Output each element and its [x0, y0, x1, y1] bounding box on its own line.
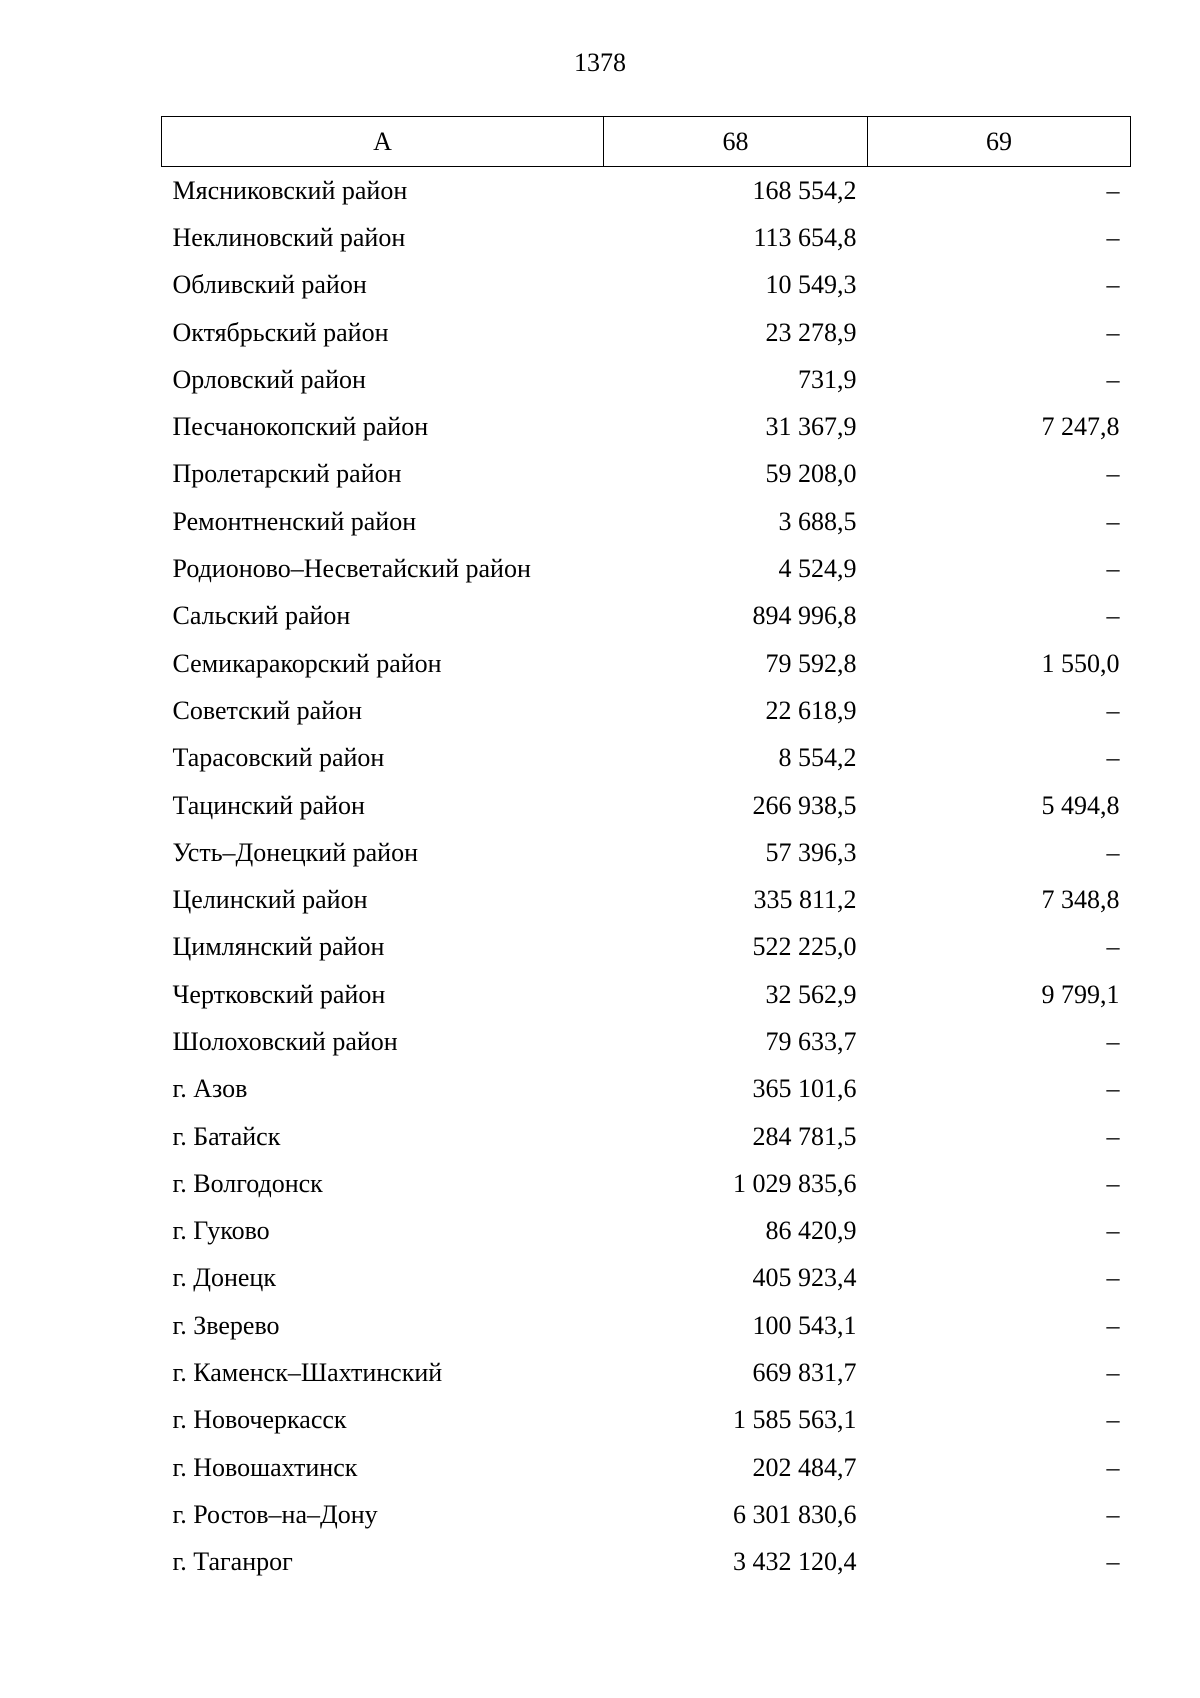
header-col-a: А: [162, 117, 604, 167]
table-row: [162, 1018, 1131, 1065]
row-value-68: 894 996,8: [752, 601, 857, 631]
table-row: [162, 1349, 1131, 1396]
row-name: Октябрьский район: [172, 317, 389, 347]
table-row: [162, 309, 1131, 356]
row-value-68: 3 432 120,4: [733, 1547, 857, 1577]
row-value-68: 168 554,2: [752, 175, 857, 205]
row-value-69: 9 799,1: [1041, 979, 1120, 1009]
table-row: [162, 214, 1131, 261]
row-name: Семикаракорский район: [172, 648, 442, 678]
row-name: Орловский район: [172, 364, 366, 394]
table-row: [162, 262, 1131, 309]
row-value-68: 10 549,3: [765, 270, 857, 300]
row-value-69: –: [1106, 175, 1120, 205]
row-value-68: 202 484,7: [752, 1452, 857, 1482]
row-value-69: –: [1106, 1168, 1120, 1198]
row-value-68: 32 562,9: [765, 979, 857, 1009]
row-value-68: 522 225,0: [752, 932, 857, 962]
row-value-68: 59 208,0: [765, 459, 857, 489]
table-row: [162, 1302, 1131, 1349]
table-row: [162, 1255, 1131, 1302]
table-row: [162, 1539, 1131, 1586]
row-value-68: 79 633,7: [765, 1026, 857, 1056]
row-value-69: –: [1106, 1026, 1120, 1056]
table-row: [162, 167, 1131, 215]
row-value-68: 1 585 563,1: [733, 1405, 857, 1435]
row-value-69: –: [1106, 459, 1120, 489]
row-name: Обливский район: [172, 270, 367, 300]
row-name: Песчанокопский район: [172, 412, 429, 442]
row-value-69: –: [1106, 1358, 1120, 1388]
table-row: [162, 876, 1131, 923]
row-value-68: 4 524,9: [778, 554, 857, 584]
row-name: г. Новочеркасск: [172, 1405, 347, 1435]
row-value-69: –: [1106, 837, 1120, 867]
table-row: [162, 1208, 1131, 1255]
row-name: г. Новошахтинск: [172, 1452, 358, 1482]
row-name: Ремонтненский район: [172, 506, 417, 536]
row-value-68: 405 923,4: [752, 1263, 857, 1293]
row-value-69: –: [1106, 601, 1120, 631]
row-name: Неклиновский район: [172, 222, 406, 252]
row-value-69: 1 550,0: [1041, 648, 1120, 678]
row-value-69: –: [1106, 554, 1120, 584]
row-name: г. Волгодонск: [172, 1168, 323, 1198]
row-name: Сальский район: [172, 601, 351, 631]
page-number: 1378: [574, 48, 626, 77]
row-value-69: –: [1106, 1121, 1120, 1151]
row-value-69: –: [1106, 1074, 1120, 1104]
row-value-69: –: [1106, 743, 1120, 773]
row-value-69: –: [1106, 364, 1120, 394]
row-value-69: 7 348,8: [1041, 885, 1120, 915]
row-value-68: 284 781,5: [752, 1121, 857, 1151]
table-row: [162, 782, 1131, 829]
row-name: г. Зверево: [172, 1310, 280, 1340]
row-name: Пролетарский район: [172, 459, 402, 489]
row-name: Цимлянский район: [172, 932, 385, 962]
row-value-68: 23 278,9: [765, 317, 857, 347]
row-value-69: –: [1106, 1499, 1120, 1529]
table-row: [162, 545, 1131, 592]
table-header: [162, 117, 1131, 167]
row-value-69: –: [1106, 932, 1120, 962]
row-value-68: 57 396,3: [765, 837, 857, 867]
table-row: [162, 1113, 1131, 1160]
row-value-69: 5 494,8: [1041, 790, 1120, 820]
table-row: [162, 498, 1131, 545]
table-row: [162, 1160, 1131, 1207]
table-row: [162, 735, 1131, 782]
row-value-68: 113 654,8: [753, 222, 857, 252]
table-row: [162, 1491, 1131, 1538]
row-value-68: 79 592,8: [765, 648, 857, 678]
row-name: г. Гуково: [172, 1216, 270, 1246]
table-row: [162, 593, 1131, 640]
row-name: Усть–Донецкий район: [172, 837, 418, 867]
row-value-69: –: [1106, 1405, 1120, 1435]
row-name: г. Азов: [172, 1074, 248, 1104]
row-value-69: –: [1106, 506, 1120, 536]
row-name: г. Донецк: [172, 1263, 276, 1293]
row-value-68: 22 618,9: [765, 695, 857, 725]
table-row: [162, 1444, 1131, 1491]
row-value-68: 335 811,2: [753, 885, 857, 915]
table-row: [162, 1397, 1131, 1444]
row-value-69: –: [1106, 1263, 1120, 1293]
row-name: Целинский район: [172, 885, 368, 915]
row-name: г. Каменск–Шахтинский: [172, 1358, 443, 1388]
table-row: [162, 451, 1131, 498]
row-name: г. Батайск: [172, 1121, 281, 1151]
row-value-68: 100 543,1: [752, 1310, 857, 1340]
row-value-69: –: [1106, 1452, 1120, 1482]
table-row: [162, 640, 1131, 687]
row-value-68: 266 938,5: [752, 790, 857, 820]
row-value-69: –: [1106, 317, 1120, 347]
row-value-68: 6 301 830,6: [733, 1499, 857, 1529]
row-name: г. Ростов–на–Дону: [172, 1499, 378, 1529]
row-value-69: –: [1106, 222, 1120, 252]
row-name: Тарасовский район: [172, 743, 385, 773]
table-row: [162, 971, 1131, 1018]
row-value-68: 31 367,9: [765, 412, 857, 442]
table-row: [162, 403, 1131, 450]
row-name: Мясниковский район: [172, 175, 408, 205]
table-row: [162, 1066, 1131, 1113]
row-value-69: –: [1106, 695, 1120, 725]
table-row: [162, 829, 1131, 876]
row-name: Шолоховский район: [172, 1026, 398, 1056]
row-value-68: 669 831,7: [752, 1358, 857, 1388]
row-value-69: –: [1106, 1310, 1120, 1340]
row-value-69: –: [1106, 270, 1120, 300]
row-value-68: 1 029 835,6: [733, 1168, 857, 1198]
row-value-68: 365 101,6: [752, 1074, 857, 1104]
header-row: [162, 117, 1131, 167]
row-value-69: 7 247,8: [1041, 412, 1120, 442]
row-name: Чертковский район: [172, 979, 386, 1009]
row-value-68: 8 554,2: [778, 743, 857, 773]
row-value-68: 3 688,5: [778, 506, 857, 536]
data-table: [161, 116, 1131, 1586]
row-value-69: –: [1106, 1216, 1120, 1246]
table-row: [162, 356, 1131, 403]
header-col-69: 69: [868, 117, 1131, 167]
table-row: [162, 924, 1131, 971]
row-value-69: –: [1106, 1547, 1120, 1577]
header-col-68: 68: [604, 117, 868, 167]
row-value-68: 731,9: [798, 364, 857, 394]
table-row: [162, 687, 1131, 734]
row-name: Родионово–Несветайский район: [172, 554, 531, 584]
row-name: Тацинский район: [172, 790, 365, 820]
row-name: Советский район: [172, 695, 363, 725]
row-name: г. Таганрог: [172, 1547, 293, 1577]
table-body: [162, 167, 1131, 1586]
row-value-68: 86 420,9: [765, 1216, 857, 1246]
